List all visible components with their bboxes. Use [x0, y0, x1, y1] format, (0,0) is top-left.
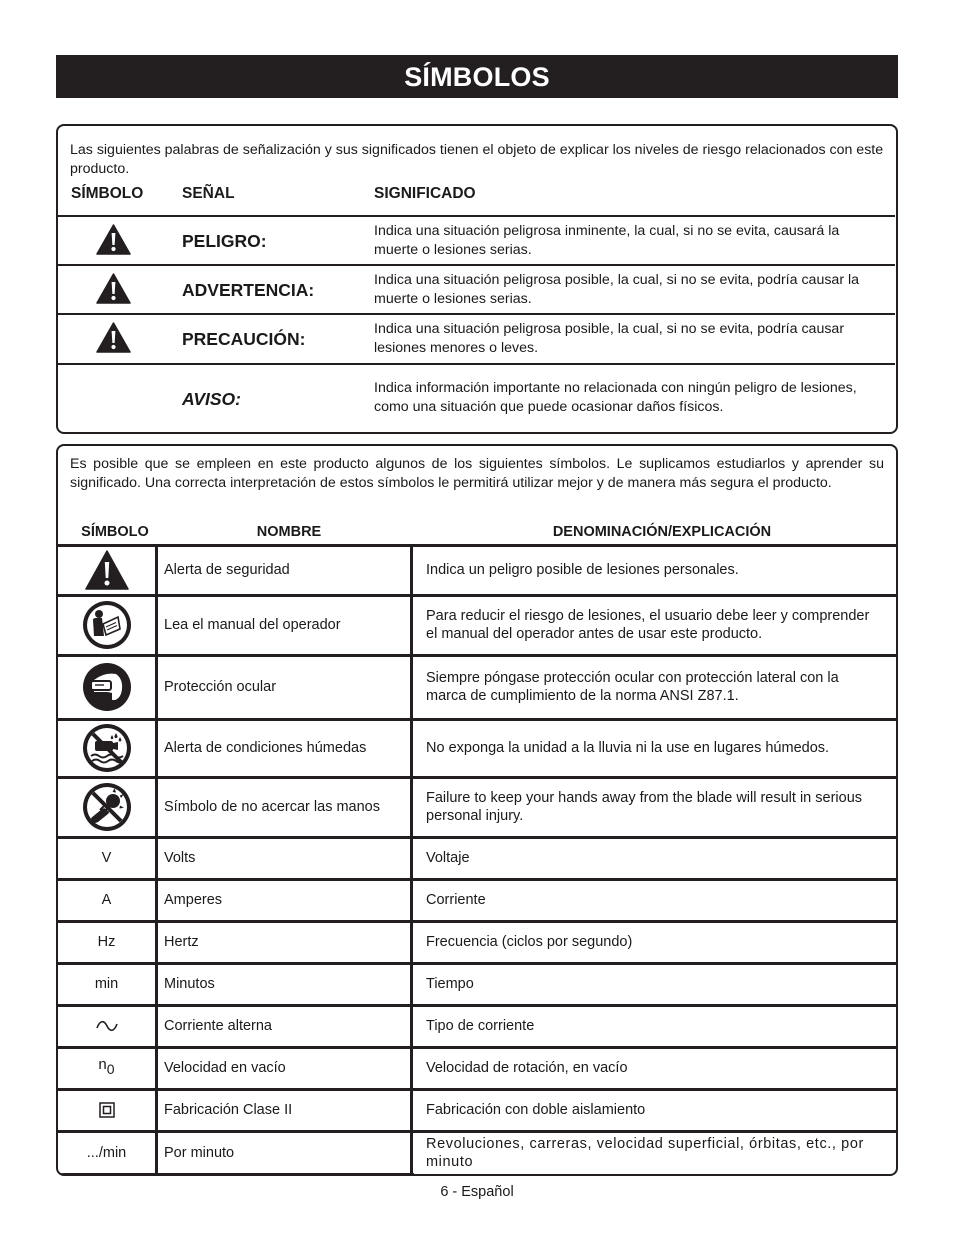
symbol-explanation: Velocidad de rotación, en vacío: [426, 1059, 628, 1076]
symbol-explanation: Fabricación con doble aislamiento: [426, 1101, 646, 1118]
page-title: SÍMBOLOS: [56, 55, 898, 98]
symbol-text: Hz: [97, 934, 116, 950]
symbol-name: Velocidad en vacío: [164, 1060, 286, 1076]
symbol-name: Volts: [164, 850, 196, 866]
symbol-name: Fabricación Clase II: [164, 1102, 293, 1118]
symbol-explanation: Revoluciones, carreras, velocidad superficial, órbitas, etc., por minuto: [426, 1136, 864, 1170]
header-meaning: SIGNIFICADO: [374, 185, 476, 202]
warning-triangle-icon: [96, 322, 131, 353]
signal-meaning: Indica una situación peligrosa posible, la cual, si no se evita, podría causar la muerte o lesiones serias.: [374, 272, 860, 307]
symbol-explanation: Voltaje: [426, 849, 470, 866]
class-ii-icon: [99, 1102, 115, 1118]
signal-word: PRECAUCIÓN:: [182, 329, 306, 349]
symbols-box: [56, 444, 898, 1176]
symbol-text: .../min: [86, 1144, 127, 1161]
symbol-name: Lea el manual del operador: [164, 617, 341, 633]
symbol-explanation: Siempre póngase protección ocular con protección lateral con la marca de cumplimiento de la norma ANSI Z87.1.: [426, 669, 839, 704]
table-row: [58, 1048, 896, 1088]
symbol-name: Amperes: [164, 892, 223, 908]
header-name: NOMBRE: [256, 524, 322, 540]
symbol-text: V: [101, 850, 112, 866]
header-explanation: DENOMINACIÓN/EXPLICACIÓN: [552, 524, 772, 540]
safety-alert-icon: [85, 550, 129, 590]
no-load-speed-icon: n0: [98, 1055, 115, 1077]
table-row: [58, 838, 896, 878]
symbol-name: Corriente alterna: [164, 1018, 272, 1034]
symbol-explanation: Frecuencia (ciclos por segundo): [426, 933, 633, 950]
read-manual-icon: [82, 600, 132, 650]
signal-row-aviso: [58, 363, 895, 431]
page-footer: 6 - Español: [440, 1184, 514, 1200]
signal-meaning: Indica una situación peligrosa posible, la cual, si no se evita, podría causar lesiones menores o leves.: [374, 321, 845, 356]
table-row: [58, 596, 896, 654]
header-symbol: SÍMBOLO: [81, 524, 149, 540]
symbol-explanation: Tiempo: [426, 975, 474, 992]
table-row: [58, 1132, 896, 1173]
symbol-name: Hertz: [164, 934, 199, 950]
symbol-explanation: Indica un peligro posible de lesiones personales.: [426, 561, 739, 578]
symbol-explanation: No exponga la unidad a la lluvia ni la use en lugares húmedos.: [426, 739, 830, 756]
keep-hands-away-icon: [82, 782, 132, 832]
table-row: [58, 964, 896, 1004]
symbol-name: Alerta de seguridad: [164, 562, 290, 578]
signal-words-box: [56, 124, 898, 434]
symbol-explanation: Corriente: [426, 891, 486, 908]
symbol-explanation: Para reducir el riesgo de lesiones, el usuario debe leer y comprender el manual del operador antes de usar este producto.: [426, 607, 870, 642]
signal-word: ADVERTENCIA:: [182, 280, 315, 300]
signal-word: AVISO:: [182, 389, 241, 409]
warning-triangle-icon: [96, 224, 131, 255]
signal-row-advertencia: [58, 264, 895, 313]
table-row: [58, 922, 896, 962]
symbol-explanation: Failure to keep your hands away from the blade will result in serious personal injury.: [426, 789, 863, 824]
symbol-text: A: [101, 892, 112, 908]
symbols-intro: Es posible que se empleen en este producto algunos de los siguientes símbolos. Le suplicamos estudiarlos y aprender su significado. Una correcta interpretación de estos símbolos le permitirá utilizar mejor y de manera más segura el producto.: [70, 456, 884, 491]
header-symbol: SÍMBOLO: [71, 185, 144, 202]
warning-triangle-icon: [96, 273, 131, 304]
signal-meaning: Indica información importante no relacionada con ningún peligro de lesiones, como una situación que puede ocasionar daños físicos.: [374, 380, 857, 415]
table-row: [58, 880, 896, 920]
table-row: [58, 720, 896, 776]
symbol-name: Por minuto: [164, 1144, 235, 1161]
table-row: [58, 778, 896, 836]
signal-row-peligro: [58, 215, 895, 264]
alternating-current-icon: [96, 1019, 118, 1033]
symbol-name: Minutos: [164, 976, 215, 992]
signal-meaning: Indica una situación peligrosa inminente, la cual, si no se evita, causará la muerte o lesiones serias.: [374, 223, 840, 258]
table-row: [58, 546, 896, 594]
symbol-name: Símbolo de no acercar las manos: [164, 799, 380, 815]
wet-conditions-icon: [82, 723, 132, 773]
symbol-name: Protección ocular: [164, 679, 277, 695]
signal-word: PELIGRO:: [182, 231, 267, 251]
eye-protection-icon: [82, 662, 132, 712]
header-signal: SEÑAL: [182, 185, 235, 202]
symbol-text: min: [94, 976, 119, 992]
table-row: [58, 1006, 896, 1046]
symbol-explanation: Tipo de corriente: [426, 1017, 535, 1034]
signal-intro: Las siguientes palabras de señalización y sus significados tienen el objeto de explicar los niveles de riesgo relacionados con este producto.: [70, 142, 884, 177]
table-row: [58, 656, 896, 718]
signal-row-precaucion: [58, 313, 895, 363]
table-row: [58, 1090, 896, 1130]
symbol-name: Alerta de condiciones húmedas: [164, 740, 367, 756]
